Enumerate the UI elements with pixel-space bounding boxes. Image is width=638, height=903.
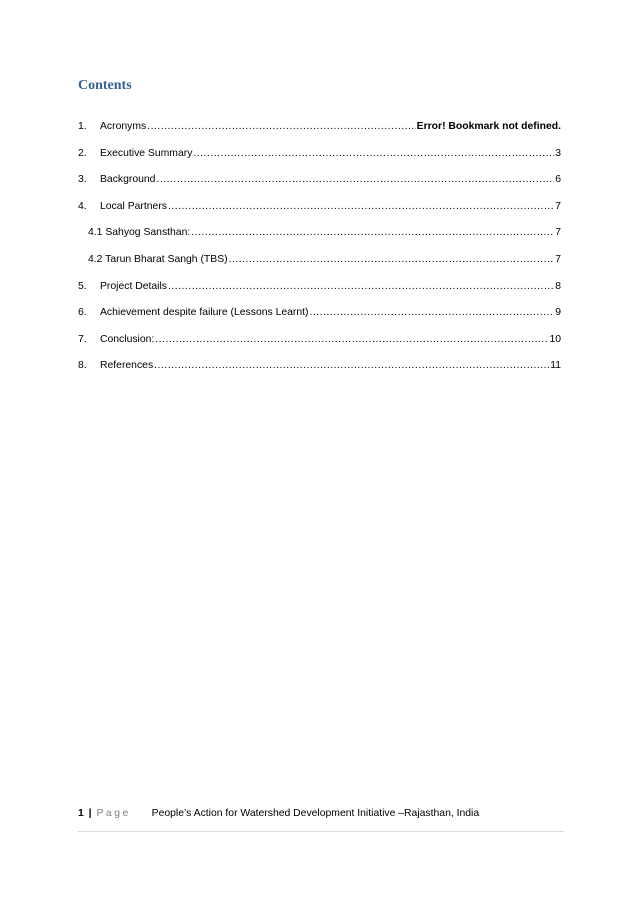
toc-entry-title: Acronyms [100, 121, 147, 132]
toc-entry-number: 8. [78, 360, 87, 372]
toc-dot-leader [310, 307, 555, 318]
toc-entry-title: References [100, 360, 154, 372]
toc-entry-references[interactable] [78, 360, 561, 387]
toc-entry-number: 1. [78, 121, 87, 132]
toc-entry-sahyog-sansthan[interactable] [78, 227, 561, 254]
page-footer [78, 808, 564, 819]
footer-divider [78, 831, 564, 832]
toc-entry-achievement-despite-failure[interactable] [78, 307, 561, 334]
toc-entry-number: 3. [78, 174, 87, 186]
toc-entry-number: 6. [78, 307, 87, 319]
toc-entry-page: 7 [555, 253, 561, 265]
toc-entry-page: 11 [550, 360, 561, 372]
toc-entry-page: 8 [555, 280, 561, 292]
toc-entry-page: 6 [555, 174, 561, 186]
footer-document-title: People’s Action for Watershed Development Initiative –Rajasthan, India [151, 808, 480, 819]
footer-separator: | [88, 808, 92, 819]
toc-entry-title: Background [100, 174, 156, 186]
toc-dot-leader [156, 174, 554, 185]
toc-entry-title: 4.2 Tarun Bharat Sangh (TBS) [88, 253, 228, 265]
toc-entry-title: Executive Summary [100, 147, 193, 159]
toc-entry-number: 7. [78, 333, 87, 345]
toc-entry-page: 7 [555, 200, 561, 212]
toc-dot-leader [193, 148, 554, 159]
toc-dot-leader [168, 281, 554, 292]
toc-dot-leader [154, 360, 549, 371]
toc-entry-page: 7 [555, 227, 561, 239]
toc-entry-number: 5. [78, 280, 87, 292]
toc-entry-project-details[interactable] [78, 281, 561, 308]
footer-page-number: 1 [78, 808, 84, 819]
footer-page-word: Page [96, 808, 131, 819]
toc-entry-number: 4. [78, 200, 87, 212]
toc-dot-leader [191, 227, 554, 238]
toc-entry-title: Local Partners [100, 200, 167, 212]
toc-entry-local-partners[interactable] [78, 201, 561, 228]
toc-entry-conclusion[interactable] [78, 334, 561, 361]
toc-entry-title: 4.1 Sahyog Sansthan: [88, 227, 191, 239]
toc-entry-page: Error! Bookmark not defined. [416, 121, 561, 132]
table-of-contents [78, 121, 561, 387]
toc-dot-leader [168, 201, 554, 212]
toc-entry-executive-summary[interactable] [78, 148, 561, 175]
toc-entry-number: 2. [78, 147, 87, 159]
toc-entry-title: Achievement despite failure (Lessons Learnt) [100, 307, 309, 319]
toc-entry-title: Project Details [100, 280, 167, 292]
toc-dot-leader [147, 121, 415, 132]
toc-entry-page: 3 [555, 147, 561, 159]
contents-heading: Contents [78, 78, 132, 93]
toc-entry-background[interactable] [78, 174, 561, 201]
toc-entry-title: Conclusion: [100, 333, 155, 345]
toc-entry-page: 9 [555, 307, 561, 319]
toc-dot-leader [229, 254, 555, 265]
toc-entry-tarun-bharat-sangh[interactable] [78, 254, 561, 281]
toc-dot-leader [155, 334, 548, 345]
toc-entry-page: 10 [549, 333, 561, 345]
toc-entry-acronyms[interactable] [78, 121, 561, 148]
